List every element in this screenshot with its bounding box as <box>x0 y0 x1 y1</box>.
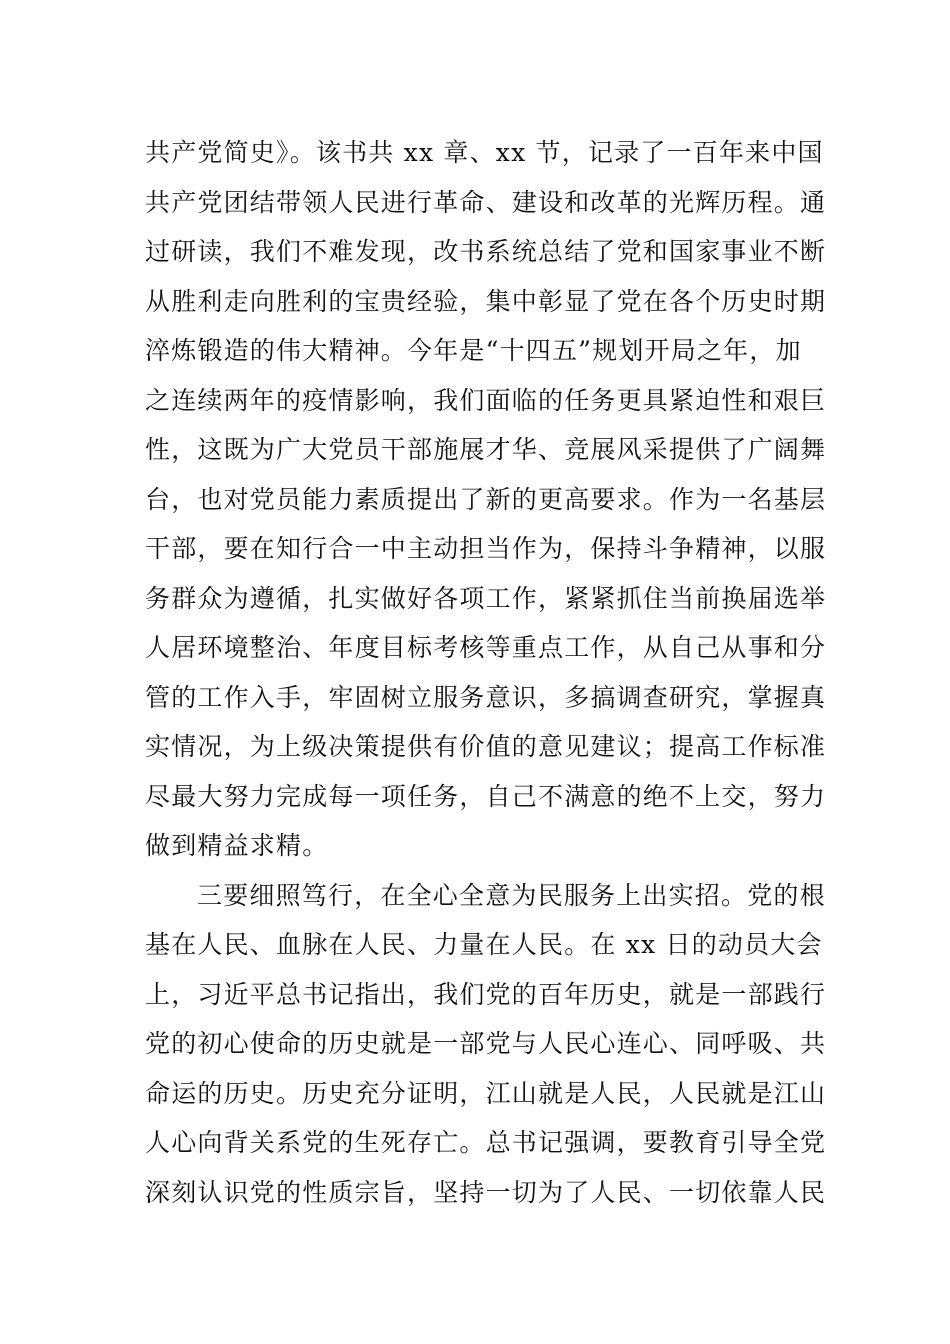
text-line: 人心向背关系党的生死存亡。总书记强调，要教育引导全党 <box>145 1128 827 1157</box>
text-line: 务群众为遵循，扎实做好各项工作，紧紧抓住当前换届选举 <box>145 583 827 613</box>
text-line: 命运的历史。历史充分证明，江山就是人民，人民就是江山 <box>145 1078 827 1108</box>
text-line: 基在人民、血脉在人民、力量在人民。在 xx 日的动员大会 <box>145 930 823 959</box>
text-line: 过研读，我们不难发现，改书系统总结了党和国家事业不断 <box>145 237 827 266</box>
text-line: 实情况，为上级决策提供有价值的意见建议；提高工作标准 <box>145 732 827 761</box>
text-line: 做到精益求精。 <box>145 831 329 860</box>
text-line: 党的初心使命的历史就是一部党与人民心连心、同呼吸、共 <box>145 1029 827 1058</box>
text-line: 淬炼锻造的伟大精神。今年是“十四五”规划开局之年，加 <box>145 336 802 365</box>
text-line: 台，也对党员能力素质提出了新的更高要求。作为一名基层 <box>145 484 827 514</box>
text-line: 管的工作入手，牢固树立服务意识，多搞调查研究，掌握真 <box>145 682 827 712</box>
text-line: 尽最大努力完成每一项任务，自己不满意的绝不上交，努力 <box>145 781 827 811</box>
text-line: 上，习近平总书记指出，我们党的百年历史，就是一部践行 <box>145 979 827 1009</box>
paragraph-1 <box>145 128 827 871</box>
text-line: 从胜利走向胜利的宝贵经验，集中彰显了党在各个历史时期 <box>145 286 827 316</box>
text-line: 之连续两年的疫情影响，我们面临的任务更具紧迫性和艰巨 <box>145 385 827 415</box>
document-body <box>145 128 827 1217</box>
text-line: 共产党简史》。该书共 xx 章、xx 节，记录了一百年来中国 <box>145 138 824 167</box>
text-line: 三要细照笃行，在全心全意为民服务上出实招。党的根 <box>197 880 826 910</box>
text-line: 深刻认识党的性质宗旨，坚持一切为了人民、一切依靠人民 <box>145 1177 827 1207</box>
text-line: 性，这既为广大党员干部施展才华、竞展风采提供了广阔舞 <box>145 435 827 464</box>
paragraph-2 <box>145 871 827 1218</box>
text-line: 共产党团结带领人民进行革命、建设和改革的光辉历程。通 <box>145 187 827 217</box>
text-line: 人居环境整治、年度目标考核等重点工作，从自己从事和分 <box>145 633 827 662</box>
text-line: 干部，要在知行合一中主动担当作为，保持斗争精神，以服 <box>145 534 827 563</box>
